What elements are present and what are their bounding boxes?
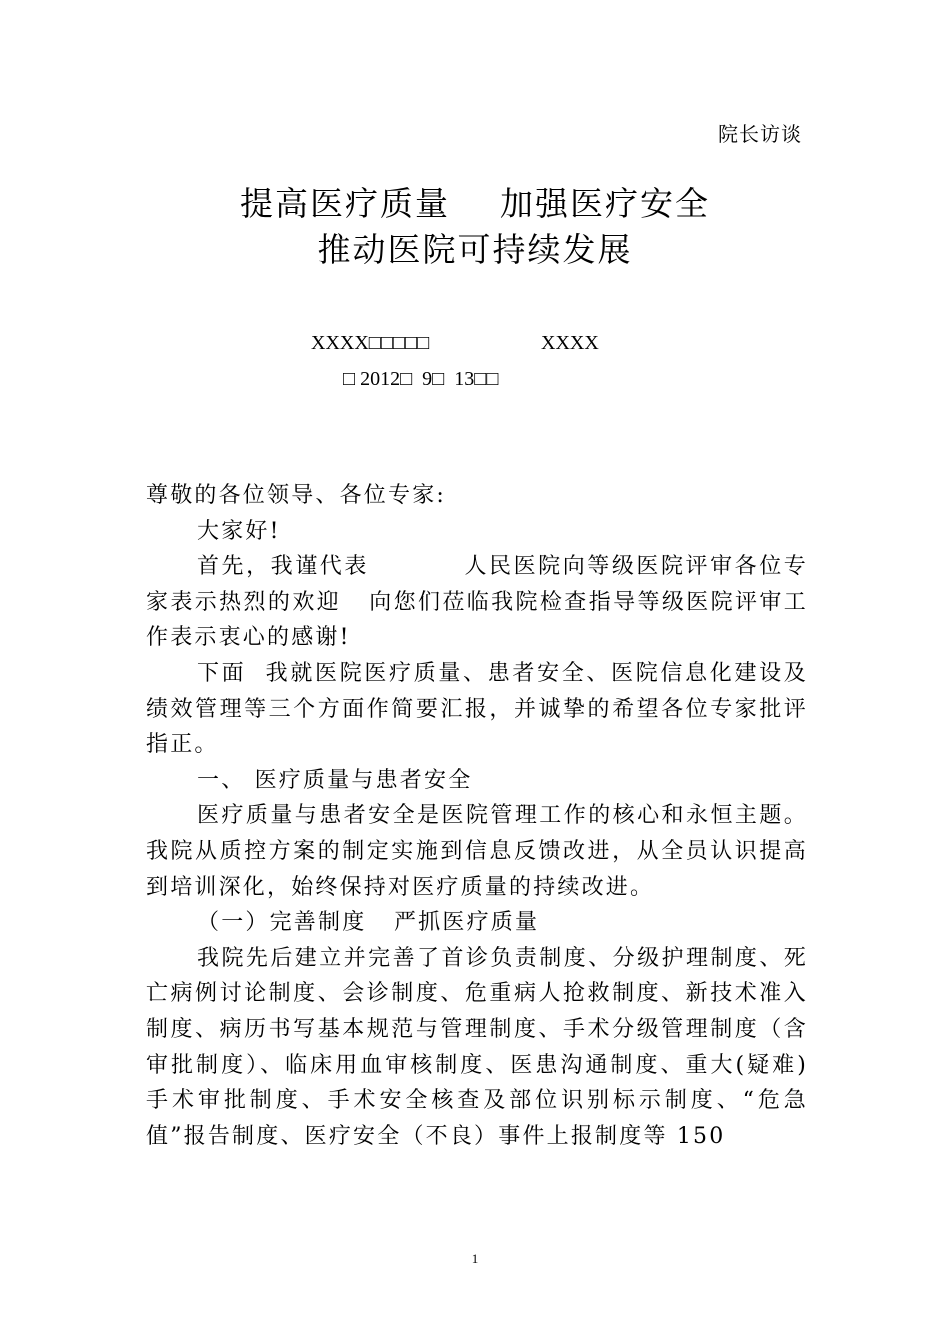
paragraph-1: 首先，我谨代表 人民医院向等级医院评审各位专家表示热烈的欢迎 向您们莅临我院检查指导等级医院评审工作表示衷心的感谢! — [146, 554, 808, 651]
paragraph-4: 我院先后建立并完善了首诊负责制度、分级护理制度、死亡病例讨论制度、会诊制度、危重病人抢救制度、新技术准入制度、病历书写基本规范与管理制度、手术分级管理制度（含审批制度）、临床用血审核制度、医患沟通制度、重大(疑难)手术审批制度、手术安全核查及部位识别标示制度、“危急值”报告制度、医疗安全（不良）事件上报制度等 150 — [146, 945, 808, 1149]
subsection-heading-1: （一）完善制度 严抓医疗质量 — [197, 910, 540, 936]
page-number: 1 — [471, 1251, 479, 1266]
author-right: XXXX — [541, 332, 599, 354]
paragraph-3: 医疗质量与患者安全是医院管理工作的核心和永恒主题。我院从质控方案的制定实施到信息反馈改进，从全员认识提高到培训深化，始终保持对医疗质量的持续改进。 — [146, 803, 808, 900]
body-text — [146, 478, 808, 1154]
title-line-1: 提高医疗质量 加强医疗安全 — [240, 184, 710, 223]
section-heading-1: 一、 医疗质量与患者安全 — [197, 767, 473, 793]
greeting: 尊敬的各位领导、各位专家: — [146, 483, 447, 508]
hello: 大家好! — [197, 518, 281, 544]
header-tag: 院长访谈 — [718, 122, 802, 146]
date-line: □ 2012□ 9□ 13□□ — [343, 368, 499, 390]
paragraph-2: 下面 我就医院医疗质量、患者安全、医院信息化建设及绩效管理等三个方面作简要汇报，并诚挚的希望各位专家批评指正。 — [146, 660, 808, 758]
title-line-2: 推动医院可持续发展 — [317, 230, 633, 269]
author-left: XXXX□□□□□ — [311, 332, 430, 354]
